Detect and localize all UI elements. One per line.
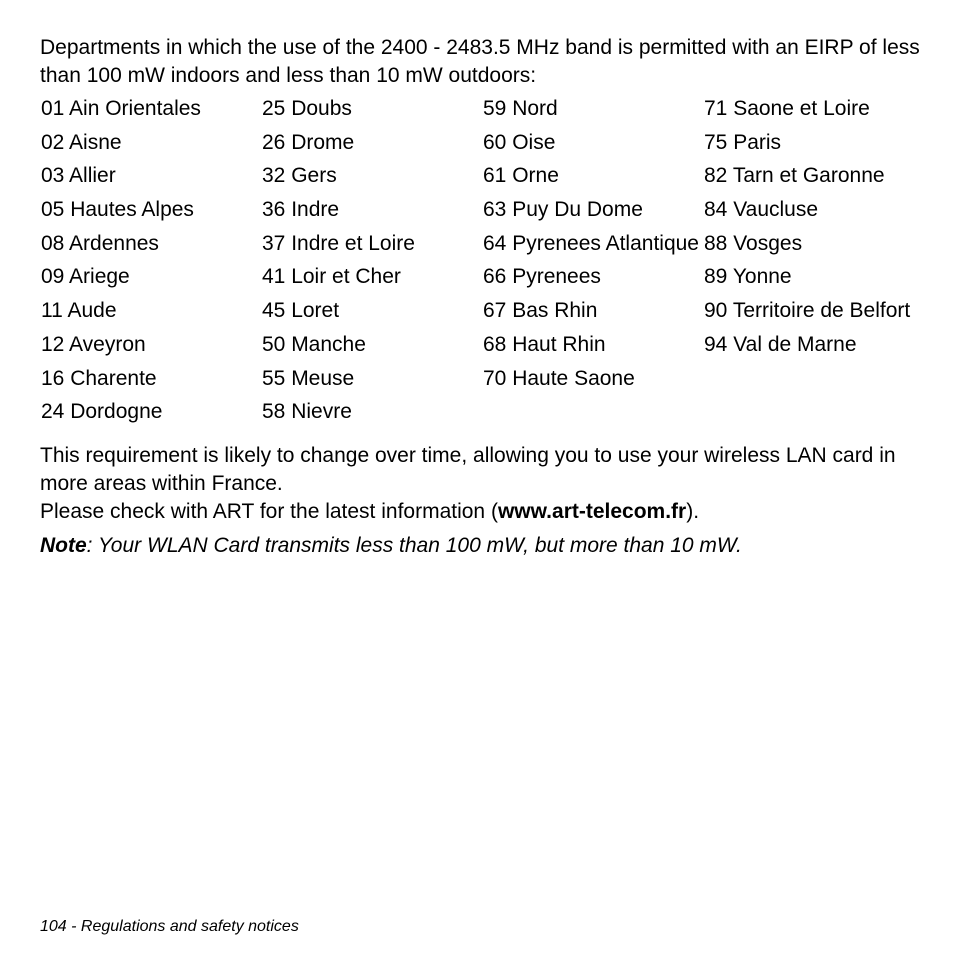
department-item: 64 Pyrenees Atlantique xyxy=(483,231,699,255)
department-item: 84 Vaucluse xyxy=(704,198,819,222)
note-label: Note xyxy=(40,534,87,557)
departments-column xyxy=(37,95,258,432)
department-item: 89 Yonne xyxy=(704,265,792,289)
department-item: 45 Loret xyxy=(262,299,340,323)
intro-paragraph: Departments in which the use of the 2400 - 2483.5 MHz band is permitted with an EIRP of less than 100 mW indoors and less than 10 mW outdoors: xyxy=(40,36,920,87)
department-item: 90 Territoire de Belfort xyxy=(704,299,911,323)
requirement-paragraph: This requirement is likely to change over time, allowing you to use your wireless LAN card in more areas within France. xyxy=(40,444,896,495)
departments-column xyxy=(700,95,921,432)
departments-table xyxy=(37,95,923,432)
department-item: 32 Gers xyxy=(262,164,337,188)
department-item: 88 Vosges xyxy=(704,231,803,255)
info-prefix: Please check with ART for the latest information ( xyxy=(40,500,498,523)
info-paragraph xyxy=(40,498,930,526)
department-item: 66 Pyrenees xyxy=(483,265,601,289)
art-telecom-link[interactable]: www.art-telecom.fr xyxy=(497,500,687,523)
note-paragraph xyxy=(40,532,930,560)
department-item: 55 Meuse xyxy=(262,366,355,390)
department-item: 16 Charente xyxy=(41,366,157,390)
department-item: 61 Orne xyxy=(483,164,559,188)
page-footer: 104 - Regulations and safety notices xyxy=(40,918,299,935)
note-text: : Your WLAN Card transmits less than 100 mW, but more than 10 mW. xyxy=(86,534,742,557)
department-item: 03 Allier xyxy=(41,164,116,188)
department-item: 50 Manche xyxy=(262,332,366,356)
departments-column xyxy=(258,95,479,432)
department-item: 37 Indre et Loire xyxy=(262,231,415,255)
department-item: 05 Hautes Alpes xyxy=(41,198,194,222)
department-item: 94 Val de Marne xyxy=(704,332,857,356)
department-item: 12 Aveyron xyxy=(41,332,146,356)
info-suffix: ). xyxy=(686,500,700,523)
department-item: 25 Doubs xyxy=(262,97,352,120)
department-item: 59 Nord xyxy=(483,97,558,120)
department-item: 01 Ain Orientales xyxy=(41,97,201,120)
department-item: 67 Bas Rhin xyxy=(483,299,598,323)
department-item: 11 Aude xyxy=(41,299,117,323)
department-item: 24 Dordogne xyxy=(41,400,163,424)
department-item: 08 Ardennes xyxy=(41,231,159,255)
department-item: 63 Puy Du Dome xyxy=(483,198,643,222)
department-item: 75 Paris xyxy=(704,130,782,154)
department-item: 82 Tarn et Garonne xyxy=(704,164,885,188)
department-item: 02 Aisne xyxy=(41,130,122,154)
department-item: 36 Indre xyxy=(262,198,340,222)
department-item: 70 Haute Saone xyxy=(483,366,635,390)
departments-column xyxy=(479,95,700,432)
department-item: 09 Ariege xyxy=(41,265,130,289)
department-item: 41 Loir et Cher xyxy=(262,265,401,289)
department-item: 60 Oise xyxy=(483,130,556,154)
department-item: 26 Drome xyxy=(262,130,355,154)
department-item: 68 Haut Rhin xyxy=(483,332,606,356)
department-item: 71 Saone et Loire xyxy=(704,97,870,120)
department-item: 58 Nievre xyxy=(262,400,352,424)
